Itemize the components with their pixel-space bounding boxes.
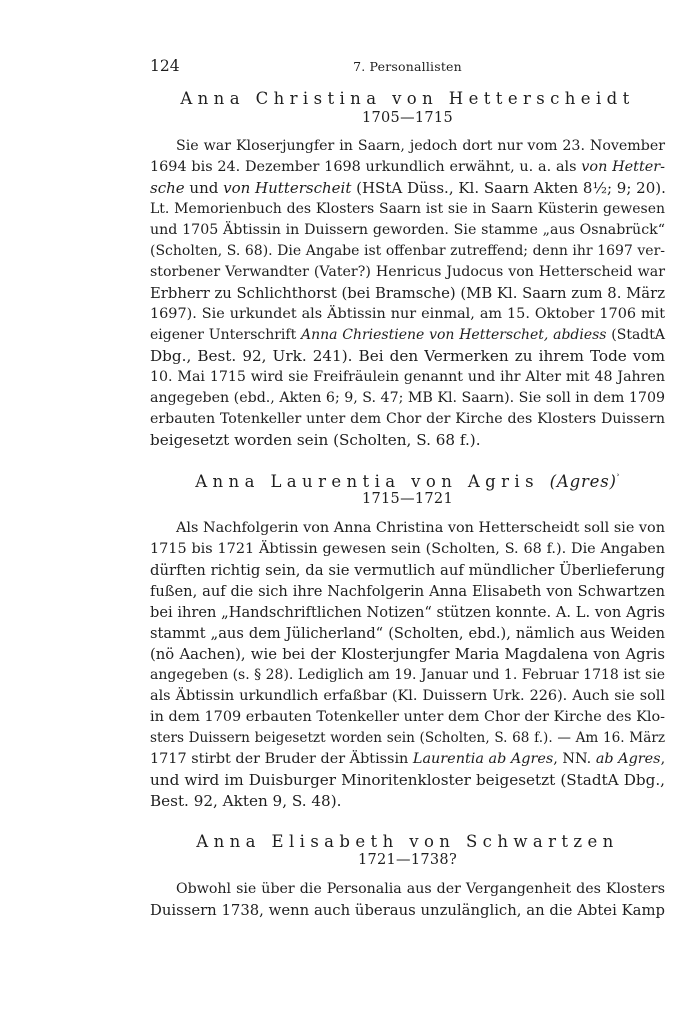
paragraph-line: bei ihren „Handschriftlichen Notizen“ stützen konnte. A. L. von Agris <box>150 604 665 621</box>
paragraph-line: und wird im Duisburger Minoritenkloster beigesetzt (StadtA Dbg., <box>150 771 665 789</box>
paragraph-line: Als Nachfolgerin von Anna Christina von Hetterscheidt soll sie von <box>176 520 665 536</box>
paragraph-line: Best. 92, Akten 9, S. 48). <box>150 792 342 810</box>
paragraph-line: erbauten Totenkeller unter dem Chor der Kirche des Klosters Duissern <box>150 411 665 427</box>
footnote-mark: ʾ <box>616 473 620 484</box>
paragraph-line: sche und von Hutterscheit (HStA Düss., Kl. Saarn Akten 8½; 9; 20). <box>150 179 666 197</box>
paragraph-line: in dem 1709 erbauten Totenkeller unter dem Chor der Kirche des Klo- <box>150 709 665 725</box>
paragraph-line: und 1705 Äbtissin in Duissern geworden. Sie stamme „aus Osnabrück“ <box>150 222 665 238</box>
paragraph-line: angegeben (ebd., Akten 6; 9, S. 47; MB Kl. Saarn). Sie soll in dem 1709 <box>150 390 665 406</box>
paragraph-line: 1697). Sie urkundet als Äbtissin nur einmal, am 15. Oktober 1706 mit <box>150 306 665 322</box>
section-years: 1705—1715 <box>361 110 453 126</box>
paragraph-line: Lt. Memorienbuch des Klosters Saarn ist sie in Saarn Küsterin gewesen <box>150 201 665 217</box>
paragraph-line: Sie war Kloserjungfer in Saarn, jedoch dort nur vom 23. November <box>176 138 665 154</box>
section-heading <box>150 472 665 491</box>
paragraph-line: dürften richtig sein, da sie vermutlich auf mündlicher Überlieferung <box>150 562 665 579</box>
running-header <box>150 57 665 77</box>
section-years: 1721—1738? <box>357 852 458 868</box>
paragraph-line: angegeben (s. § 28). Lediglich am 19. Januar und 1. Februar 1718 ist sie <box>150 667 665 683</box>
paragraph-line: sters Duissern beigesetzt worden sein (Scholten, S. 68 f.). — Am 16. März <box>150 730 665 746</box>
paragraph-line: stammt „aus dem Jülicherland“ (Scholten, ebd.), nämlich aus Weiden <box>150 625 665 642</box>
paragraph-line: fußen, auf die sich ihre Nachfolgerin Anna Elisabeth von Schwartzen <box>150 583 665 600</box>
paragraph-line: eigener Unterschrift Anna Chriestiene von Hetterschet, abdiess (StadtA <box>150 327 665 343</box>
paragraph-line: als Äbtissin urkundlich erfaßbar (Kl. Duissern Urk. 226). Auch sie soll <box>150 688 665 704</box>
paragraph-line: storbener Verwandter (Vater?) Henricus Judocus von Hetterscheid war <box>150 264 665 280</box>
section-years: 1715—1721 <box>361 491 453 507</box>
running-title: 7. Personallisten <box>353 59 462 74</box>
section-heading: Anna Christina von Hetterscheidt <box>180 89 635 108</box>
paragraph-line: 1694 bis 24. Dezember 1698 urkundlich erwähnt, u. a. als von Hetter- <box>150 159 665 175</box>
paragraph-line: 1717 stirbt der Bruder der Äbtissin Laurentia ab Agres, NN. ab Agres, <box>150 751 666 767</box>
paragraph-line: Obwohl sie über die Personalia aus der Vergangenheit des Klosters <box>176 881 665 897</box>
paragraph-line: (Scholten, S. 68). Die Angabe ist offenbar zutreffend; denn ihr 1697 ver- <box>150 243 665 259</box>
paragraph-line: (nö Aachen), wie bei der Klosterjungfer Maria Magdalena von Agris <box>150 646 665 663</box>
paragraph-line: Duissern 1738, wenn auch überaus unzulänglich, an die Abtei Kamp <box>150 902 665 919</box>
paragraph-line: beigesetzt worden sein (Scholten, S. 68 f.). <box>150 431 481 449</box>
heading-name: Anna Laurentia von Agris <box>195 472 539 491</box>
heading-variant: (Agres) <box>549 472 617 491</box>
paragraph-line: 10. Mai 1715 wird sie Freifräulein genannt und ihr Alter mit 48 Jahren <box>150 369 665 385</box>
section-heading: Anna Elisabeth von Schwartzen <box>196 832 619 851</box>
paragraph-line: 1715 bis 1721 Äbtissin gewesen sein (Scholten, S. 68 f.). Die Angaben <box>150 541 665 557</box>
paragraph-line: Dbg., Best. 92, Urk. 241). Bei den Vermerken zu ihrem Tode vom <box>150 347 665 365</box>
paragraph-line: Erbherr zu Schlichthorst (bei Bramsche) (MB Kl. Saarn zum 8. März <box>150 285 665 302</box>
page-number: 124 <box>150 57 180 75</box>
